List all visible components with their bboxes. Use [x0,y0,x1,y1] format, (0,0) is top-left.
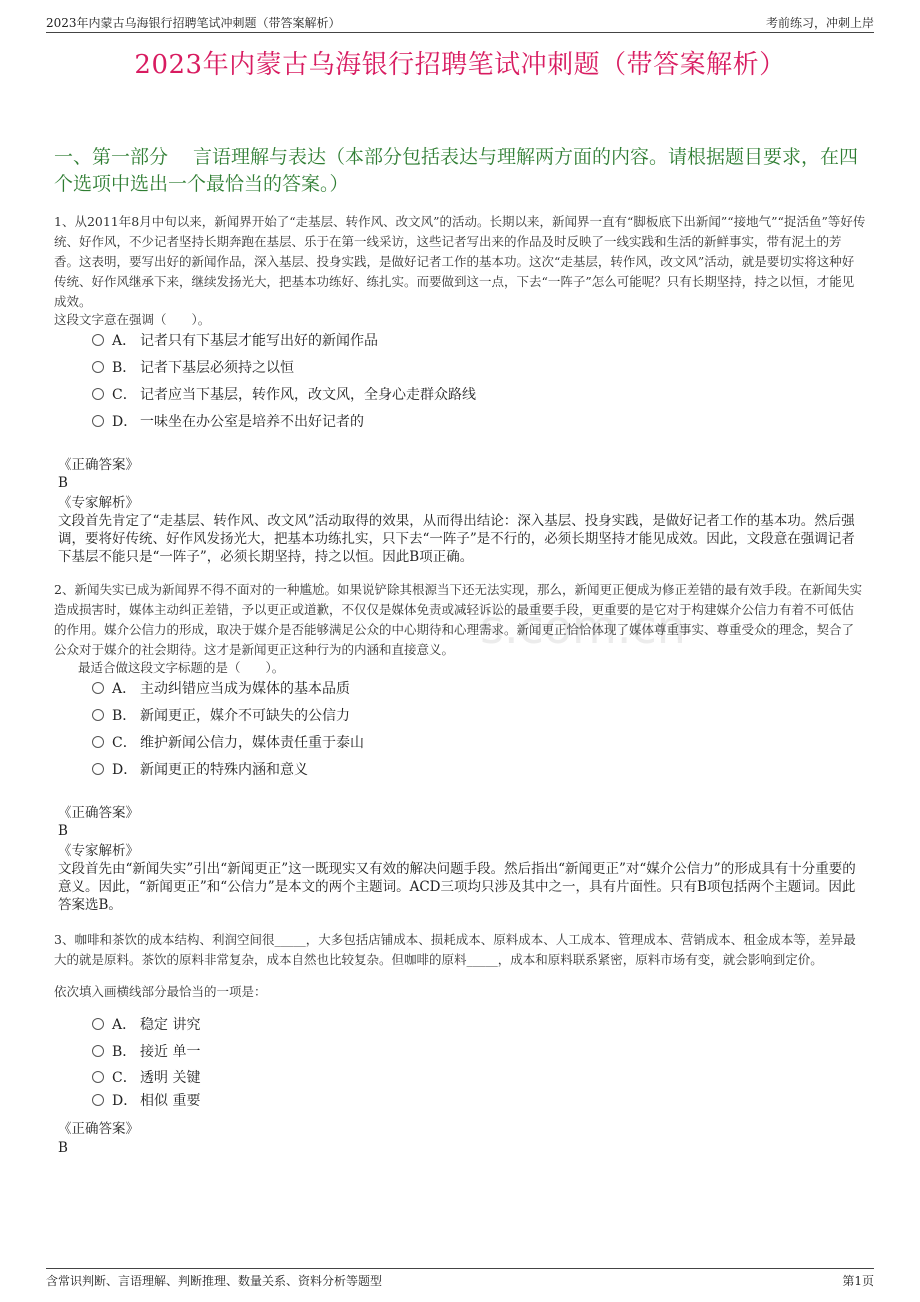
question-3-text: 3、咖啡和茶饮的成本结构、利润空间很_____，大多包括店铺成本、损耗成本、原料成本、人工成本、管理成本、营销成本、租金成本等，差异最大的就是原料。茶饮的原料非常复杂，成本自然也比较复杂。但咖啡的原料_____，成本和原料联系紧密，原料市场有变，就会影响到定价。 [54,932,856,967]
option-letter: B． [112,1044,137,1060]
option-text: 接近 单一 [140,1044,201,1060]
option-text: 记者下基层必须持之以恒 [140,360,294,376]
radio-icon[interactable] [92,682,104,694]
question-1-text: 1、从2011年8月中旬以来，新闻界开始了“走基层、转作风、改文风”的活动。长期以来，新闻界一直有“脚板底下出新闻”“接地气”“捉活鱼”等好传统、好作风，不少记者坚持长期奔跑在基层、乐于在第一线采访，这些记者写出来的作品及时反映了一线实践和生活的新鲜事实，带有泥土的芳香。这表明，要写出好的新闻作品，深入基层、投身实践，是做好记者工作的基本功。这次“走基层，转作风，改文风”活动，就是要切实将这种好传统、好作风继承下来，继续发扬光大，把基本功练好、练扎实。而要做到这一点，下去“一阵子”怎么可能呢？只有长期坚持，持之以恒，才能见成效。 [54,214,866,309]
option-letter: B． [112,360,137,376]
question-2-option-b[interactable] [92,706,350,726]
question-1-option-d[interactable] [92,412,364,432]
radio-icon[interactable] [92,415,104,427]
radio-icon[interactable] [92,1071,104,1083]
question-3-option-b[interactable] [92,1042,200,1062]
page-header [46,12,874,33]
option-text: 记者应当下基层，转作风，改文风，全身心走群众路线 [140,387,476,403]
radio-icon[interactable] [92,709,104,721]
radio-icon[interactable] [92,1094,104,1106]
question-2-stem: 最适合做这段文字标题的是（ ）。 [78,660,285,675]
question-3-option-a[interactable] [92,1015,200,1035]
question-1-analysis-label: 《专家解析》 [58,495,139,511]
watermark: s.com.cn [480,600,686,654]
footer-left-text: 含常识判断、言语理解、判断推理、数量关系、资料分析等题型 [46,1274,383,1288]
question-2-option-a[interactable] [92,679,350,699]
question-3-answer: B [58,1140,68,1156]
option-letter: C． [112,735,137,751]
question-1-analysis: 文段首先肯定了“走基层、转作风、改文风”活动取得的效果，从而得出结论：深入基层、投身实践，是做好记者工作的基本功。然后强调，要将好传统、好作风发扬光大，把基本功练扎实，只下去“一阵子”是不行的，必须长期坚持才能见成效。因此，文段意在强调记者下基层不能只是“一阵子”，必须长期坚持，持之以恒。因此B项正确。 [58,513,855,565]
question-1-answer: B [58,475,68,491]
radio-icon[interactable] [92,763,104,775]
page-title: 2023年内蒙古乌海银行招聘笔试冲刺题（带答案解析） [134,50,786,80]
option-letter: D． [112,762,138,778]
option-letter: D． [112,1093,138,1109]
option-letter: A． [112,333,137,349]
question-3-answer-label: 《正确答案》 [58,1121,139,1137]
header-left-text: 2023年内蒙古乌海银行招聘笔试冲刺题（带答案解析） [46,16,341,30]
question-2-analysis-label: 《专家解析》 [58,843,139,859]
option-letter: B． [112,708,137,724]
radio-icon[interactable] [92,736,104,748]
question-1-answer-label: 《正确答案》 [58,457,139,473]
option-text: 相似 重要 [140,1093,201,1109]
question-2-answer: B [58,823,68,839]
radio-icon[interactable] [92,334,104,346]
radio-icon[interactable] [92,388,104,400]
option-text: 一味坐在办公室是培养不出好记者的 [140,414,364,430]
option-text: 透明 关键 [140,1070,201,1086]
option-letter: A． [112,1017,137,1033]
option-text: 稳定 讲究 [140,1017,201,1033]
radio-icon[interactable] [92,1045,104,1057]
section-heading: 一、第一部分 言语理解与表达（本部分包括表达与理解两方面的内容。请根据题目要求，在四个选项中选出一个最恰当的答案。） [54,146,859,195]
radio-icon[interactable] [92,361,104,373]
option-text: 记者只有下基层才能写出好的新闻作品 [140,333,378,349]
question-3-stem: 依次填入画横线部分最恰当的一项是： [54,984,267,999]
question-1-option-a[interactable] [92,331,378,351]
question-2-answer-label: 《正确答案》 [58,805,139,821]
question-3-option-c[interactable] [92,1068,200,1088]
header-right-text: 考前练习，冲刺上岸 [765,16,874,30]
option-letter: C． [112,1070,137,1086]
option-letter: D． [112,414,138,430]
question-1-stem: 这段文字意在强调（ ）。 [54,312,211,327]
option-text: 主动纠错应当成为媒体的基本品质 [140,681,350,697]
radio-icon[interactable] [92,1018,104,1030]
page-footer [46,1268,874,1287]
question-2-analysis: 文段首先由“新闻失实”引出“新闻更正”这一既现实又有效的解决问题手段。然后指出“新闻更正”对“媒介公信力”的形成具有十分重要的意义。因此，“新闻更正”和“公信力”是本文的两个主题词。ACD三项均只涉及其中之一，具有片面性。只有B项包括两个主题词。因此答案选B。 [58,861,856,913]
question-3-option-d[interactable] [92,1091,200,1111]
question-1-option-b[interactable] [92,358,294,378]
question-1-option-c[interactable] [92,385,476,405]
question-2-option-c[interactable] [92,733,364,753]
option-letter: C． [112,387,137,403]
option-text: 维护新闻公信力，媒体责任重于泰山 [140,735,364,751]
option-text: 新闻更正，媒介不可缺失的公信力 [140,708,350,724]
option-text: 新闻更正的特殊内涵和意义 [140,762,308,778]
question-2-text: 2、新闻失实已成为新闻界不得不面对的一种尴尬。如果说铲除其根源当下还无法实现，那么，新闻更正便成为修正差错的最有效手段。在新闻失实造成损害时，媒体主动纠正差错，予以更正或道歉，不仅仅是媒体免责或减轻诉讼的最重要手段，更重要的是它对于构建媒介公信力有着不可低估的作用。媒介公信力的形成，取决于媒介是否能够满足公众的中心期待和心理需求。新闻更正恰恰体现了媒体尊重事实、尊重受众的理念，契合了公众对于媒介的社会期待。这才是新闻更正这种行为的内涵和直接意义。 [54,582,862,657]
option-letter: A． [112,681,137,697]
page-number: 第1页 [842,1274,874,1288]
question-2-option-d[interactable] [92,760,308,780]
